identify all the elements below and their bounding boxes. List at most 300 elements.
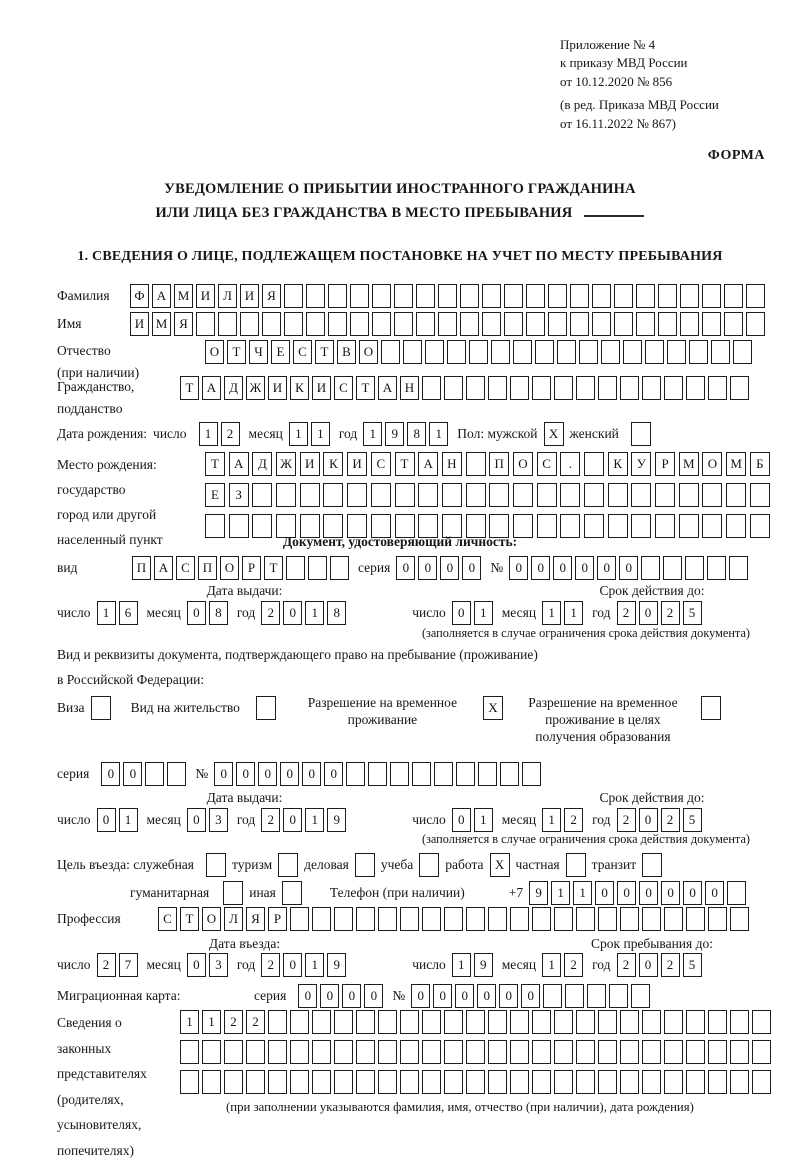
gender-male-checkbox[interactable]: X: [544, 422, 564, 446]
char-cell[interactable]: [532, 1010, 551, 1034]
phone-input[interactable]: [529, 881, 749, 905]
char-cell[interactable]: [412, 762, 431, 786]
char-cell[interactable]: [680, 284, 699, 308]
char-cell[interactable]: [636, 312, 655, 336]
char-cell[interactable]: И: [300, 452, 320, 476]
doc-series-input[interactable]: [396, 556, 484, 580]
char-cell[interactable]: [664, 1010, 683, 1034]
profession-input[interactable]: [158, 907, 752, 931]
char-cell[interactable]: 0: [575, 556, 594, 580]
char-cell[interactable]: 0: [418, 556, 437, 580]
char-cell[interactable]: [707, 556, 726, 580]
char-cell[interactable]: [202, 1070, 221, 1094]
char-cell[interactable]: [350, 284, 369, 308]
char-cell[interactable]: [576, 1010, 595, 1034]
char-cell[interactable]: [510, 1010, 529, 1034]
char-cell[interactable]: Е: [271, 340, 290, 364]
char-cell[interactable]: А: [418, 452, 438, 476]
char-cell[interactable]: [513, 483, 533, 507]
char-cell[interactable]: О: [202, 907, 221, 931]
firstname-input[interactable]: [130, 312, 768, 336]
char-cell[interactable]: [460, 284, 479, 308]
char-cell[interactable]: [620, 907, 639, 931]
char-cell[interactable]: [268, 1070, 287, 1094]
char-cell[interactable]: [328, 284, 347, 308]
stay-expiry-year-input[interactable]: [617, 808, 705, 832]
char-cell[interactable]: [752, 1070, 771, 1094]
char-cell[interactable]: [522, 762, 541, 786]
char-cell[interactable]: [466, 907, 485, 931]
char-cell[interactable]: [532, 1070, 551, 1094]
birth-day-input[interactable]: [199, 422, 243, 446]
char-cell[interactable]: [394, 312, 413, 336]
char-cell[interactable]: [752, 1040, 771, 1064]
char-cell[interactable]: [306, 312, 325, 336]
char-cell[interactable]: [663, 556, 682, 580]
char-cell[interactable]: 2: [97, 953, 116, 977]
char-cell[interactable]: [356, 907, 375, 931]
char-cell[interactable]: [708, 376, 727, 400]
char-cell[interactable]: [664, 1070, 683, 1094]
char-cell[interactable]: М: [679, 452, 699, 476]
char-cell[interactable]: [730, 1040, 749, 1064]
char-cell[interactable]: [246, 1070, 265, 1094]
purpose-work-checkbox[interactable]: X: [490, 853, 510, 877]
char-cell[interactable]: [554, 1070, 573, 1094]
char-cell[interactable]: [356, 1040, 375, 1064]
surname-input[interactable]: [130, 284, 768, 308]
char-cell[interactable]: 0: [499, 984, 518, 1008]
char-cell[interactable]: 2: [564, 953, 583, 977]
purpose-private-checkbox[interactable]: [566, 853, 586, 877]
char-cell[interactable]: [416, 284, 435, 308]
char-cell[interactable]: 1: [199, 422, 218, 446]
char-cell[interactable]: [726, 483, 746, 507]
char-cell[interactable]: [334, 1040, 353, 1064]
char-cell[interactable]: Л: [224, 907, 243, 931]
char-cell[interactable]: Р: [268, 907, 287, 931]
char-cell[interactable]: [554, 1010, 573, 1034]
char-cell[interactable]: [543, 984, 562, 1008]
char-cell[interactable]: [378, 1070, 397, 1094]
char-cell[interactable]: 0: [639, 808, 658, 832]
char-cell[interactable]: Р: [655, 452, 675, 476]
char-cell[interactable]: П: [198, 556, 217, 580]
issue-month-input[interactable]: [187, 601, 231, 625]
char-cell[interactable]: [145, 762, 164, 786]
char-cell[interactable]: [513, 340, 532, 364]
char-cell[interactable]: [312, 1010, 331, 1034]
char-cell[interactable]: [284, 312, 303, 336]
citizenship-input[interactable]: [180, 376, 752, 400]
char-cell[interactable]: О: [702, 452, 722, 476]
char-cell[interactable]: [532, 907, 551, 931]
char-cell[interactable]: 0: [283, 808, 302, 832]
char-cell[interactable]: 3: [209, 808, 228, 832]
char-cell[interactable]: [565, 984, 584, 1008]
char-cell[interactable]: 0: [364, 984, 383, 1008]
char-cell[interactable]: [620, 1040, 639, 1064]
char-cell[interactable]: [584, 483, 604, 507]
char-cell[interactable]: С: [334, 376, 353, 400]
expiry-day-input[interactable]: [452, 601, 496, 625]
char-cell[interactable]: [196, 312, 215, 336]
char-cell[interactable]: Т: [180, 907, 199, 931]
char-cell[interactable]: [300, 483, 320, 507]
char-cell[interactable]: 1: [119, 808, 138, 832]
char-cell[interactable]: [482, 312, 501, 336]
char-cell[interactable]: [510, 376, 529, 400]
char-cell[interactable]: А: [378, 376, 397, 400]
char-cell[interactable]: [746, 284, 765, 308]
char-cell[interactable]: Ф: [130, 284, 149, 308]
char-cell[interactable]: [702, 284, 721, 308]
char-cell[interactable]: [478, 762, 497, 786]
char-cell[interactable]: [202, 1040, 221, 1064]
char-cell[interactable]: [466, 483, 486, 507]
char-cell[interactable]: [290, 1040, 309, 1064]
char-cell[interactable]: 1: [542, 808, 561, 832]
purpose-tourism-checkbox[interactable]: [278, 853, 298, 877]
char-cell[interactable]: 1: [564, 601, 583, 625]
char-cell[interactable]: [560, 483, 580, 507]
char-cell[interactable]: И: [196, 284, 215, 308]
char-cell[interactable]: [686, 376, 705, 400]
char-cell[interactable]: [334, 907, 353, 931]
char-cell[interactable]: [702, 483, 722, 507]
char-cell[interactable]: 9: [474, 953, 493, 977]
char-cell[interactable]: 2: [221, 422, 240, 446]
char-cell[interactable]: [598, 376, 617, 400]
char-cell[interactable]: [576, 907, 595, 931]
char-cell[interactable]: [180, 1040, 199, 1064]
char-cell[interactable]: 2: [661, 953, 680, 977]
char-cell[interactable]: М: [726, 452, 746, 476]
char-cell[interactable]: Н: [442, 452, 462, 476]
char-cell[interactable]: Н: [400, 376, 419, 400]
char-cell[interactable]: [686, 1010, 705, 1034]
char-cell[interactable]: [570, 284, 589, 308]
char-cell[interactable]: [403, 340, 422, 364]
char-cell[interactable]: [680, 312, 699, 336]
char-cell[interactable]: 0: [214, 762, 233, 786]
char-cell[interactable]: [557, 340, 576, 364]
char-cell[interactable]: [328, 312, 347, 336]
char-cell[interactable]: [601, 340, 620, 364]
char-cell[interactable]: С: [371, 452, 391, 476]
char-cell[interactable]: 2: [564, 808, 583, 832]
char-cell[interactable]: 0: [280, 762, 299, 786]
char-cell[interactable]: 0: [440, 556, 459, 580]
char-cell[interactable]: [636, 284, 655, 308]
char-cell[interactable]: 2: [617, 808, 636, 832]
issue-day-input[interactable]: [97, 601, 141, 625]
char-cell[interactable]: О: [513, 452, 533, 476]
char-cell[interactable]: [510, 1040, 529, 1064]
char-cell[interactable]: И: [268, 376, 287, 400]
char-cell[interactable]: 1: [305, 601, 324, 625]
char-cell[interactable]: 0: [595, 881, 614, 905]
mc-series-input[interactable]: [298, 984, 386, 1008]
char-cell[interactable]: 0: [531, 556, 550, 580]
char-cell[interactable]: [378, 907, 397, 931]
char-cell[interactable]: [733, 340, 752, 364]
char-cell[interactable]: Ч: [249, 340, 268, 364]
char-cell[interactable]: 0: [433, 984, 452, 1008]
char-cell[interactable]: 1: [542, 953, 561, 977]
char-cell[interactable]: 6: [119, 601, 138, 625]
char-cell[interactable]: [587, 984, 606, 1008]
stay-until-month-input[interactable]: [542, 953, 586, 977]
char-cell[interactable]: [655, 483, 675, 507]
char-cell[interactable]: [466, 376, 485, 400]
char-cell[interactable]: [641, 556, 660, 580]
char-cell[interactable]: Е: [205, 483, 225, 507]
edu-permit-checkbox[interactable]: [701, 696, 721, 720]
char-cell[interactable]: [708, 1070, 727, 1094]
char-cell[interactable]: [276, 483, 296, 507]
char-cell[interactable]: И: [347, 452, 367, 476]
char-cell[interactable]: [246, 1040, 265, 1064]
char-cell[interactable]: [729, 556, 748, 580]
legal-reps-row3-input[interactable]: [180, 1070, 774, 1094]
char-cell[interactable]: [532, 1040, 551, 1064]
char-cell[interactable]: 0: [617, 881, 636, 905]
char-cell[interactable]: .: [560, 452, 580, 476]
char-cell[interactable]: [378, 1010, 397, 1034]
char-cell[interactable]: [466, 452, 486, 476]
char-cell[interactable]: 2: [261, 953, 280, 977]
char-cell[interactable]: [466, 1040, 485, 1064]
char-cell[interactable]: 0: [258, 762, 277, 786]
char-cell[interactable]: 0: [187, 808, 206, 832]
char-cell[interactable]: 0: [509, 556, 528, 580]
char-cell[interactable]: Ж: [276, 452, 296, 476]
char-cell[interactable]: М: [174, 284, 193, 308]
char-cell[interactable]: Я: [246, 907, 265, 931]
char-cell[interactable]: З: [229, 483, 249, 507]
char-cell[interactable]: [752, 1010, 771, 1034]
char-cell[interactable]: [224, 1040, 243, 1064]
expiry-year-input[interactable]: [617, 601, 705, 625]
char-cell[interactable]: [598, 907, 617, 931]
char-cell[interactable]: 0: [411, 984, 430, 1008]
char-cell[interactable]: [620, 376, 639, 400]
char-cell[interactable]: [312, 1040, 331, 1064]
char-cell[interactable]: 8: [407, 422, 426, 446]
mc-number-input[interactable]: [411, 984, 653, 1008]
char-cell[interactable]: С: [176, 556, 195, 580]
char-cell[interactable]: [312, 907, 331, 931]
char-cell[interactable]: 1: [363, 422, 382, 446]
char-cell[interactable]: 1: [452, 953, 471, 977]
char-cell[interactable]: [444, 907, 463, 931]
char-cell[interactable]: 0: [553, 556, 572, 580]
char-cell[interactable]: [306, 284, 325, 308]
char-cell[interactable]: [425, 340, 444, 364]
purpose-business-checkbox[interactable]: [206, 853, 226, 877]
char-cell[interactable]: [576, 1040, 595, 1064]
char-cell[interactable]: [347, 483, 367, 507]
char-cell[interactable]: 0: [97, 808, 116, 832]
char-cell[interactable]: [667, 340, 686, 364]
char-cell[interactable]: [356, 1070, 375, 1094]
char-cell[interactable]: [447, 340, 466, 364]
char-cell[interactable]: 1: [311, 422, 330, 446]
char-cell[interactable]: 0: [302, 762, 321, 786]
char-cell[interactable]: [346, 762, 365, 786]
char-cell[interactable]: К: [323, 452, 343, 476]
char-cell[interactable]: 1: [305, 808, 324, 832]
char-cell[interactable]: [395, 483, 415, 507]
char-cell[interactable]: [642, 1070, 661, 1094]
char-cell[interactable]: М: [152, 312, 171, 336]
char-cell[interactable]: 0: [683, 881, 702, 905]
char-cell[interactable]: [658, 312, 677, 336]
char-cell[interactable]: [381, 340, 400, 364]
char-cell[interactable]: 0: [462, 556, 481, 580]
entry-month-input[interactable]: [187, 953, 231, 977]
char-cell[interactable]: 0: [396, 556, 415, 580]
char-cell[interactable]: 5: [683, 953, 702, 977]
char-cell[interactable]: [664, 1040, 683, 1064]
char-cell[interactable]: 7: [119, 953, 138, 977]
char-cell[interactable]: [252, 483, 272, 507]
char-cell[interactable]: [422, 376, 441, 400]
char-cell[interactable]: [750, 483, 770, 507]
issue-year-input[interactable]: [261, 601, 349, 625]
char-cell[interactable]: 2: [261, 808, 280, 832]
char-cell[interactable]: И: [130, 312, 149, 336]
birthplace-row2-input[interactable]: [205, 483, 774, 507]
char-cell[interactable]: [438, 312, 457, 336]
purpose-humanitarian-checkbox[interactable]: [223, 881, 243, 905]
char-cell[interactable]: [312, 1070, 331, 1094]
temp-permit-checkbox[interactable]: X: [483, 696, 503, 720]
char-cell[interactable]: [438, 284, 457, 308]
char-cell[interactable]: А: [229, 452, 249, 476]
char-cell[interactable]: Т: [264, 556, 283, 580]
char-cell[interactable]: 0: [101, 762, 120, 786]
char-cell[interactable]: [642, 1010, 661, 1034]
char-cell[interactable]: Т: [356, 376, 375, 400]
char-cell[interactable]: 0: [123, 762, 142, 786]
char-cell[interactable]: 0: [298, 984, 317, 1008]
char-cell[interactable]: [400, 907, 419, 931]
char-cell[interactable]: У: [631, 452, 651, 476]
char-cell[interactable]: [730, 376, 749, 400]
char-cell[interactable]: [334, 1010, 353, 1034]
char-cell[interactable]: [686, 1070, 705, 1094]
char-cell[interactable]: [548, 312, 567, 336]
char-cell[interactable]: 2: [617, 601, 636, 625]
char-cell[interactable]: [488, 376, 507, 400]
char-cell[interactable]: [500, 762, 519, 786]
char-cell[interactable]: [576, 1070, 595, 1094]
char-cell[interactable]: [598, 1070, 617, 1094]
char-cell[interactable]: 8: [209, 601, 228, 625]
char-cell[interactable]: [510, 1070, 529, 1094]
char-cell[interactable]: Ж: [246, 376, 265, 400]
char-cell[interactable]: К: [290, 376, 309, 400]
char-cell[interactable]: [444, 1070, 463, 1094]
char-cell[interactable]: [394, 284, 413, 308]
purpose-transit-checkbox[interactable]: [642, 853, 662, 877]
char-cell[interactable]: 3: [209, 953, 228, 977]
char-cell[interactable]: [167, 762, 186, 786]
char-cell[interactable]: 0: [639, 601, 658, 625]
char-cell[interactable]: 0: [236, 762, 255, 786]
char-cell[interactable]: [631, 984, 650, 1008]
char-cell[interactable]: [330, 556, 349, 580]
char-cell[interactable]: [686, 907, 705, 931]
char-cell[interactable]: А: [202, 376, 221, 400]
char-cell[interactable]: [746, 312, 765, 336]
char-cell[interactable]: С: [293, 340, 312, 364]
char-cell[interactable]: [535, 340, 554, 364]
char-cell[interactable]: 1: [573, 881, 592, 905]
char-cell[interactable]: Т: [315, 340, 334, 364]
char-cell[interactable]: [685, 556, 704, 580]
char-cell[interactable]: 0: [187, 953, 206, 977]
char-cell[interactable]: [290, 907, 309, 931]
char-cell[interactable]: [444, 376, 463, 400]
char-cell[interactable]: [537, 483, 557, 507]
char-cell[interactable]: [240, 312, 259, 336]
char-cell[interactable]: 2: [661, 601, 680, 625]
char-cell[interactable]: [504, 312, 523, 336]
char-cell[interactable]: [614, 312, 633, 336]
char-cell[interactable]: [592, 312, 611, 336]
purpose-other-checkbox[interactable]: [282, 881, 302, 905]
char-cell[interactable]: [642, 376, 661, 400]
char-cell[interactable]: [526, 284, 545, 308]
char-cell[interactable]: [554, 376, 573, 400]
char-cell[interactable]: [268, 1040, 287, 1064]
stay-until-year-input[interactable]: [617, 953, 705, 977]
char-cell[interactable]: [400, 1040, 419, 1064]
char-cell[interactable]: [224, 1070, 243, 1094]
char-cell[interactable]: [631, 483, 651, 507]
char-cell[interactable]: [368, 762, 387, 786]
char-cell[interactable]: [708, 907, 727, 931]
char-cell[interactable]: [268, 1010, 287, 1034]
char-cell[interactable]: Т: [227, 340, 246, 364]
char-cell[interactable]: [444, 1010, 463, 1034]
entry-year-input[interactable]: [261, 953, 349, 977]
stay-issue-year-input[interactable]: [261, 808, 349, 832]
char-cell[interactable]: [730, 1070, 749, 1094]
char-cell[interactable]: 5: [683, 808, 702, 832]
char-cell[interactable]: 0: [521, 984, 540, 1008]
char-cell[interactable]: П: [132, 556, 151, 580]
visa-checkbox[interactable]: [91, 696, 111, 720]
char-cell[interactable]: [708, 1010, 727, 1034]
char-cell[interactable]: [284, 284, 303, 308]
char-cell[interactable]: [576, 376, 595, 400]
char-cell[interactable]: 0: [661, 881, 680, 905]
char-cell[interactable]: 2: [224, 1010, 243, 1034]
char-cell[interactable]: 1: [429, 422, 448, 446]
char-cell[interactable]: [658, 284, 677, 308]
char-cell[interactable]: [460, 312, 479, 336]
purpose-commercial-checkbox[interactable]: [355, 853, 375, 877]
char-cell[interactable]: 1: [97, 601, 116, 625]
char-cell[interactable]: [488, 1070, 507, 1094]
char-cell[interactable]: 0: [452, 601, 471, 625]
char-cell[interactable]: [418, 483, 438, 507]
char-cell[interactable]: [308, 556, 327, 580]
